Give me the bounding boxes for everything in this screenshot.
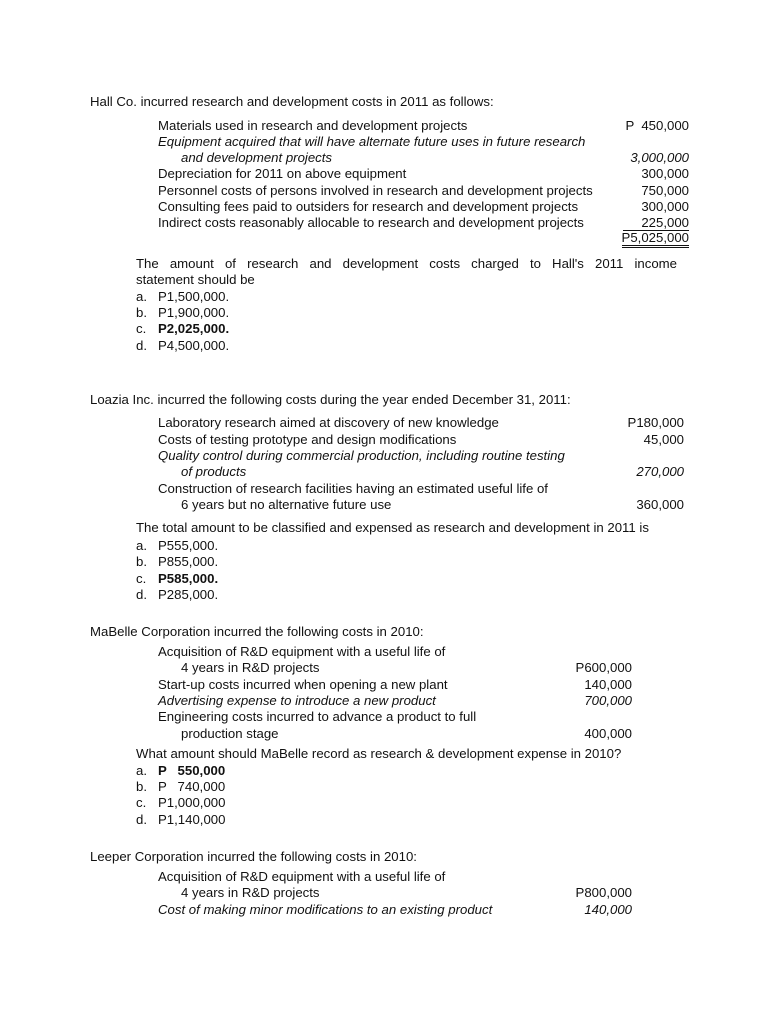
q1-question-cont: statement should be <box>136 272 255 287</box>
q2-item-label: Quality control during commercial production, including routine testing <box>158 448 565 463</box>
q2-choice-c-answer: P585,000. <box>158 571 219 586</box>
q3-item-amount: 140,000 <box>584 677 632 692</box>
q1-item-label: Consulting fees paid to outsiders for research and development projects <box>158 199 579 214</box>
q1-choice-letter: d. <box>136 338 147 353</box>
q1-item-label: Materials used in research and development projects <box>158 118 468 133</box>
q3-choice-b: P 740,000 <box>158 779 226 794</box>
q1-choice-a: P1,500,000. <box>158 289 230 304</box>
q2-item-amount: 360,000 <box>636 497 684 512</box>
q1-item-amount: P 450,000 <box>625 118 689 133</box>
q2-choice-d: P285,000. <box>158 587 219 602</box>
q2-item-label: Costs of testing prototype and design modifications <box>158 432 457 447</box>
q4-item-label: Acquisition of R&D equipment with a useful life of <box>158 869 446 884</box>
q1-item-amount: 225,000 <box>623 215 689 231</box>
q1-choice-letter: a. <box>136 289 147 304</box>
q3-choice-c: P1,000,000 <box>158 795 226 810</box>
q1-item-label: Personnel costs of persons involved in research and development projects <box>158 183 593 198</box>
q2-item-label: Construction of research facilities having an estimated useful life of <box>158 481 548 496</box>
q1-intro: Hall Co. incurred research and development costs in 2011 as follows: <box>90 94 494 109</box>
q2-item-label-cont: 6 years but no alternative future use <box>181 497 392 512</box>
q4-item-amount: P800,000 <box>575 885 632 900</box>
q1-item-label-cont: and development projects <box>181 150 333 165</box>
q1-choice-d: P4,500,000. <box>158 338 230 353</box>
q3-item-label: Acquisition of R&D equipment with a useful life of <box>158 644 446 659</box>
q4-item-amount: 140,000 <box>584 902 632 917</box>
q3-choice-letter: c. <box>136 795 147 810</box>
q1-choice-b: P1,900,000. <box>158 305 230 320</box>
q1-choice-letter: c. <box>136 321 147 336</box>
q2-choice-b: P855,000. <box>158 554 219 569</box>
q1-question: The amount of research and development costs charged to Hall's 2011 income <box>136 256 677 271</box>
q2-intro: Loazia Inc. incurred the following costs during the year ended December 31, 2011: <box>90 392 571 407</box>
q2-question: The total amount to be classified and expensed as research and development in 2011 is <box>136 520 649 535</box>
q1-item-label: Depreciation for 2011 on above equipment <box>158 166 407 181</box>
q3-item-amount: 700,000 <box>584 693 632 708</box>
q4-intro: Leeper Corporation incurred the following costs in 2010: <box>90 849 417 864</box>
q3-item-amount: 400,000 <box>584 726 632 741</box>
q3-choice-letter: d. <box>136 812 147 827</box>
q2-choice-letter: a. <box>136 538 147 553</box>
q3-choice-letter: a. <box>136 763 147 778</box>
q2-choice-letter: d. <box>136 587 147 602</box>
q1-total: P5,025,000 <box>622 231 689 248</box>
q2-choice-letter: b. <box>136 554 147 569</box>
q1-item-amount: 300,000 <box>641 199 689 214</box>
q1-item-amount: 3,000,000 <box>630 150 689 165</box>
q1-item-amount: 300,000 <box>641 166 689 181</box>
q1-choice-c-answer: P2,025,000. <box>158 321 230 336</box>
q1-item-label: Indirect costs reasonably allocable to research and development projects <box>158 215 584 230</box>
q3-item-label-cont: production stage <box>181 726 279 741</box>
q2-item-amount: P180,000 <box>627 415 684 430</box>
q3-item-label: Start-up costs incurred when opening a new plant <box>158 677 448 692</box>
q4-item-label-cont: 4 years in R&D projects <box>181 885 320 900</box>
q2-item-amount: 45,000 <box>643 432 684 447</box>
q3-question: What amount should MaBelle record as research & development expense in 2010? <box>136 746 622 761</box>
q1-item-amount: 750,000 <box>641 183 689 198</box>
q3-item-label-cont: 4 years in R&D projects <box>181 660 320 675</box>
q3-choice-d: P1,140,000 <box>158 812 226 827</box>
q3-choice-letter: b. <box>136 779 147 794</box>
q3-item-label: Advertising expense to introduce a new product <box>158 693 436 708</box>
q3-item-label: Engineering costs incurred to advance a product to full <box>158 709 477 724</box>
q1-choice-letter: b. <box>136 305 147 320</box>
q4-item-label: Cost of making minor modifications to an existing product <box>158 902 493 917</box>
q3-choice-a-answer: P 550,000 <box>158 763 226 778</box>
q2-item-amount: 270,000 <box>636 464 684 479</box>
q1-item-label: Equipment acquired that will have alternate future uses in future research <box>158 134 586 149</box>
q3-item-amount: P600,000 <box>575 660 632 675</box>
q3-intro: MaBelle Corporation incurred the following costs in 2010: <box>90 624 424 639</box>
q2-choice-a: P555,000. <box>158 538 219 553</box>
q2-item-label-cont: of products <box>181 464 247 479</box>
q2-item-label: Laboratory research aimed at discovery of new knowledge <box>158 415 499 430</box>
q2-choice-letter: c. <box>136 571 147 586</box>
